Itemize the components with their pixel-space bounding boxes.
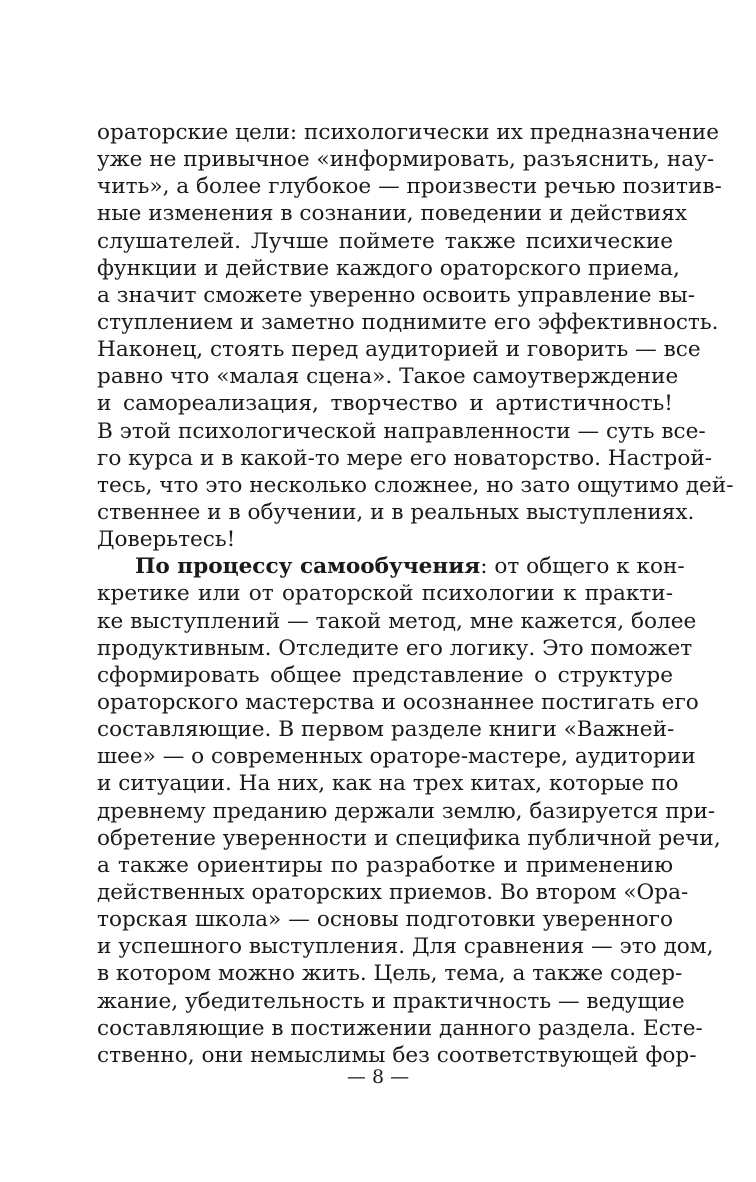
text-line: составляющие в постижении данного раздела. Есте- <box>97 1015 703 1041</box>
text-line: древнему преданию держали землю, базируется при- <box>97 798 716 824</box>
text-line: продуктивным. Отследите его логику. Это поможет <box>97 635 693 661</box>
text-fragment: : от общего к кон- <box>480 554 685 580</box>
text-line: В этой психологической направленности — суть все- <box>97 418 706 444</box>
text-line: ораторские цели: психологически их предназначение <box>97 120 720 145</box>
paragraph-1 <box>97 119 734 553</box>
text-line: и ситуации. На них, как на трех китах, которые по <box>97 771 679 797</box>
text-line: обретение уверенности и специфика публичной речи, <box>97 825 721 851</box>
text-line: кретике или от ораторской психологии к практи- <box>97 581 673 607</box>
text-line: тесь, что это несколько сложнее, но зато ощутимо дей- <box>97 472 734 498</box>
text-line: действенных ораторских приемов. Во втором «Ора- <box>97 879 689 905</box>
text-line: чить», а более глубокое — произвести речью позитив- <box>97 174 722 200</box>
text-line <box>97 553 685 580</box>
text-line: ные изменения в сознании, поведении и действиях <box>97 201 688 227</box>
text-line: ке выступлений — такой метод, мне кажется, более <box>97 608 697 634</box>
text-line: шее» — о современных ораторе-мастере, аудитории <box>97 744 696 770</box>
text-line: а также ориентиры по разработке и применению <box>97 852 673 878</box>
page-number: — 8 — <box>346 1066 410 1088</box>
text-line: Доверьтесь! <box>97 527 236 553</box>
body-text <box>97 119 734 1069</box>
text-line: и самореализация, творчество и артистичность! <box>97 391 673 417</box>
text-line: жание, убедительность и практичность — ведущие <box>97 988 685 1014</box>
text-line: Наконец, стоять перед аудиторией и говорить — все <box>97 337 701 363</box>
text-line: ораторского мастерства и осознаннее постигать его <box>97 689 699 715</box>
text-line: го курса и в какой-то мере его новаторство. Настрой- <box>97 445 713 471</box>
text-line: а значит сможете уверенно освоить управление вы- <box>97 282 696 308</box>
text-line: ственнее и в обучении, и в реальных выступлениях. <box>97 499 695 525</box>
paragraph-2 <box>97 553 721 1069</box>
text-line: функции и действие каждого ораторского приема, <box>97 255 680 281</box>
text-line: и успешного выступления. Для сравнения — это дом, <box>97 934 714 960</box>
text-line: слушателей. Лучше поймете также психические <box>97 228 673 254</box>
text-line: ступлением и заметно поднимите его эффективность. <box>97 309 719 335</box>
text-line: торская школа» — основы подготовки уверенного <box>97 907 673 933</box>
section-lead-bold: По процессу самообучения <box>135 554 481 580</box>
text-line: в котором можно жить. Цель, тема, а также содер- <box>97 961 683 987</box>
text-line: сформировать общее представление о структуре <box>97 662 673 688</box>
text-line: уже не привычное «информировать, разъяснить, нау- <box>97 147 715 173</box>
text-line: равно что «малая сцена». Такое самоутверждение <box>97 364 679 390</box>
text-line: ственно, они немыслимы без соответствующей фор- <box>97 1042 697 1068</box>
text-line: составляющие. В первом разделе книги «Важней- <box>97 717 675 743</box>
